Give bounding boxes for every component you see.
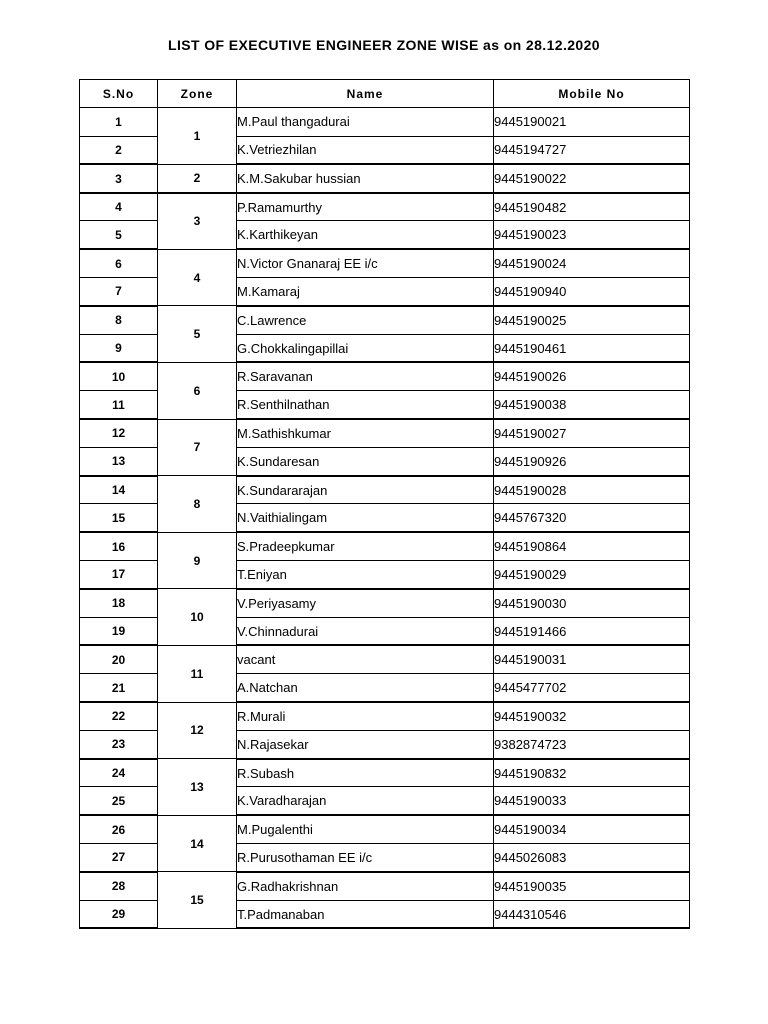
- table-header-row: [80, 80, 690, 108]
- cell-name: M.Kamaraj: [237, 278, 494, 306]
- cell-zone: 2: [158, 164, 237, 192]
- cell-sno: 23: [80, 730, 158, 758]
- cell-name: K.Sundararajan: [237, 476, 494, 504]
- cell-mobile: 9445190940: [494, 278, 690, 306]
- cell-name: C.Lawrence: [237, 306, 494, 334]
- cell-name: R.Purusothaman EE i/c: [237, 844, 494, 872]
- table-row: [80, 249, 690, 277]
- cell-sno: 2: [80, 136, 158, 164]
- page-title: LIST OF EXECUTIVE ENGINEER ZONE WISE as on 28.12.2020: [168, 37, 600, 53]
- cell-sno: 29: [80, 900, 158, 928]
- cell-sno: 7: [80, 278, 158, 306]
- cell-mobile: 9445190024: [494, 249, 690, 277]
- cell-sno: 18: [80, 589, 158, 617]
- cell-mobile: 9445190022: [494, 164, 690, 192]
- cell-mobile: 9445190026: [494, 362, 690, 390]
- table-row: [80, 759, 690, 787]
- table-row: [80, 532, 690, 560]
- cell-name: N.Victor Gnanaraj EE i/c: [237, 249, 494, 277]
- cell-mobile: 9444310546: [494, 900, 690, 928]
- cell-zone: 7: [158, 419, 237, 476]
- cell-sno: 5: [80, 221, 158, 249]
- cell-name: K.Sundaresan: [237, 447, 494, 475]
- cell-name: R.Murali: [237, 702, 494, 730]
- cell-zone: 3: [158, 193, 237, 250]
- cell-name: K.Varadharajan: [237, 787, 494, 815]
- cell-sno: 12: [80, 419, 158, 447]
- table-row: [80, 362, 690, 390]
- cell-sno: 3: [80, 164, 158, 192]
- cell-zone: 12: [158, 702, 237, 759]
- cell-mobile: 9445190832: [494, 759, 690, 787]
- table-row: [80, 872, 690, 900]
- table-row: [80, 193, 690, 221]
- cell-zone: 11: [158, 645, 237, 702]
- cell-name: G.Radhakrishnan: [237, 872, 494, 900]
- cell-name: N.Rajasekar: [237, 730, 494, 758]
- cell-zone: 13: [158, 759, 237, 816]
- cell-mobile: 9445190025: [494, 306, 690, 334]
- cell-name: M.Paul thangadurai: [237, 108, 494, 136]
- cell-sno: 19: [80, 617, 158, 645]
- cell-sno: 14: [80, 476, 158, 504]
- cell-mobile: 9382874723: [494, 730, 690, 758]
- cell-sno: 26: [80, 815, 158, 843]
- cell-mobile: 9445191466: [494, 617, 690, 645]
- cell-sno: 10: [80, 362, 158, 390]
- table-row: [80, 419, 690, 447]
- cell-mobile: 9445190029: [494, 561, 690, 589]
- table-row: [80, 645, 690, 673]
- table-body: [80, 108, 690, 929]
- cell-sno: 27: [80, 844, 158, 872]
- cell-sno: 16: [80, 532, 158, 560]
- cell-mobile: 9445190482: [494, 193, 690, 221]
- cell-sno: 17: [80, 561, 158, 589]
- cell-zone: 1: [158, 108, 237, 165]
- cell-sno: 8: [80, 306, 158, 334]
- table-row: [80, 164, 690, 192]
- cell-name: R.Senthilnathan: [237, 391, 494, 419]
- cell-mobile: 9445190461: [494, 334, 690, 362]
- cell-name: S.Pradeepkumar: [237, 532, 494, 560]
- cell-mobile: 9445190023: [494, 221, 690, 249]
- cell-name: K.Karthikeyan: [237, 221, 494, 249]
- cell-mobile: 9445194727: [494, 136, 690, 164]
- cell-mobile: 9445190033: [494, 787, 690, 815]
- cell-mobile: 9445477702: [494, 674, 690, 702]
- cell-mobile: 9445190864: [494, 532, 690, 560]
- header-name: Name: [237, 80, 494, 108]
- table-row: [80, 476, 690, 504]
- cell-zone: 14: [158, 815, 237, 872]
- cell-name: M.Pugalenthi: [237, 815, 494, 843]
- engineer-table: [79, 79, 690, 929]
- cell-mobile: 9445190030: [494, 589, 690, 617]
- cell-sno: 24: [80, 759, 158, 787]
- cell-mobile: 9445190926: [494, 447, 690, 475]
- table-row: [80, 815, 690, 843]
- cell-sno: 28: [80, 872, 158, 900]
- cell-sno: 20: [80, 645, 158, 673]
- cell-name: T.Eniyan: [237, 561, 494, 589]
- cell-mobile: 9445190021: [494, 108, 690, 136]
- cell-name: P.Ramamurthy: [237, 193, 494, 221]
- cell-sno: 1: [80, 108, 158, 136]
- cell-sno: 25: [80, 787, 158, 815]
- table-row: [80, 306, 690, 334]
- cell-mobile: 9445026083: [494, 844, 690, 872]
- table-row: [80, 589, 690, 617]
- cell-mobile: 9445190035: [494, 872, 690, 900]
- header-sno: S.No: [80, 80, 158, 108]
- cell-sno: 4: [80, 193, 158, 221]
- cell-mobile: 9445190028: [494, 476, 690, 504]
- cell-sno: 13: [80, 447, 158, 475]
- cell-mobile: 9445190038: [494, 391, 690, 419]
- cell-sno: 6: [80, 249, 158, 277]
- cell-zone: 10: [158, 589, 237, 646]
- cell-mobile: 9445190032: [494, 702, 690, 730]
- cell-zone: 4: [158, 249, 237, 306]
- cell-name: R.Subash: [237, 759, 494, 787]
- table-row: [80, 108, 690, 136]
- cell-name: M.Sathishkumar: [237, 419, 494, 447]
- cell-name: V.Chinnadurai: [237, 617, 494, 645]
- cell-name: G.Chokkalingapillai: [237, 334, 494, 362]
- cell-name: V.Periyasamy: [237, 589, 494, 617]
- cell-name: vacant: [237, 645, 494, 673]
- cell-mobile: 9445190031: [494, 645, 690, 673]
- cell-name: R.Saravanan: [237, 362, 494, 390]
- cell-mobile: 9445767320: [494, 504, 690, 532]
- cell-sno: 11: [80, 391, 158, 419]
- cell-zone: 9: [158, 532, 237, 589]
- cell-sno: 21: [80, 674, 158, 702]
- cell-name: K.Vetriezhilan: [237, 136, 494, 164]
- cell-zone: 5: [158, 306, 237, 363]
- cell-zone: 8: [158, 476, 237, 533]
- cell-mobile: 9445190034: [494, 815, 690, 843]
- table-row: [80, 702, 690, 730]
- cell-zone: 6: [158, 362, 237, 419]
- cell-sno: 9: [80, 334, 158, 362]
- cell-name: K.M.Sakubar hussian: [237, 164, 494, 192]
- cell-mobile: 9445190027: [494, 419, 690, 447]
- cell-name: T.Padmanaban: [237, 900, 494, 928]
- cell-name: N.Vaithialingam: [237, 504, 494, 532]
- cell-name: A.Natchan: [237, 674, 494, 702]
- cell-sno: 15: [80, 504, 158, 532]
- cell-zone: 15: [158, 872, 237, 929]
- cell-sno: 22: [80, 702, 158, 730]
- header-mobile: Mobile No: [494, 80, 690, 108]
- header-zone: Zone: [158, 80, 237, 108]
